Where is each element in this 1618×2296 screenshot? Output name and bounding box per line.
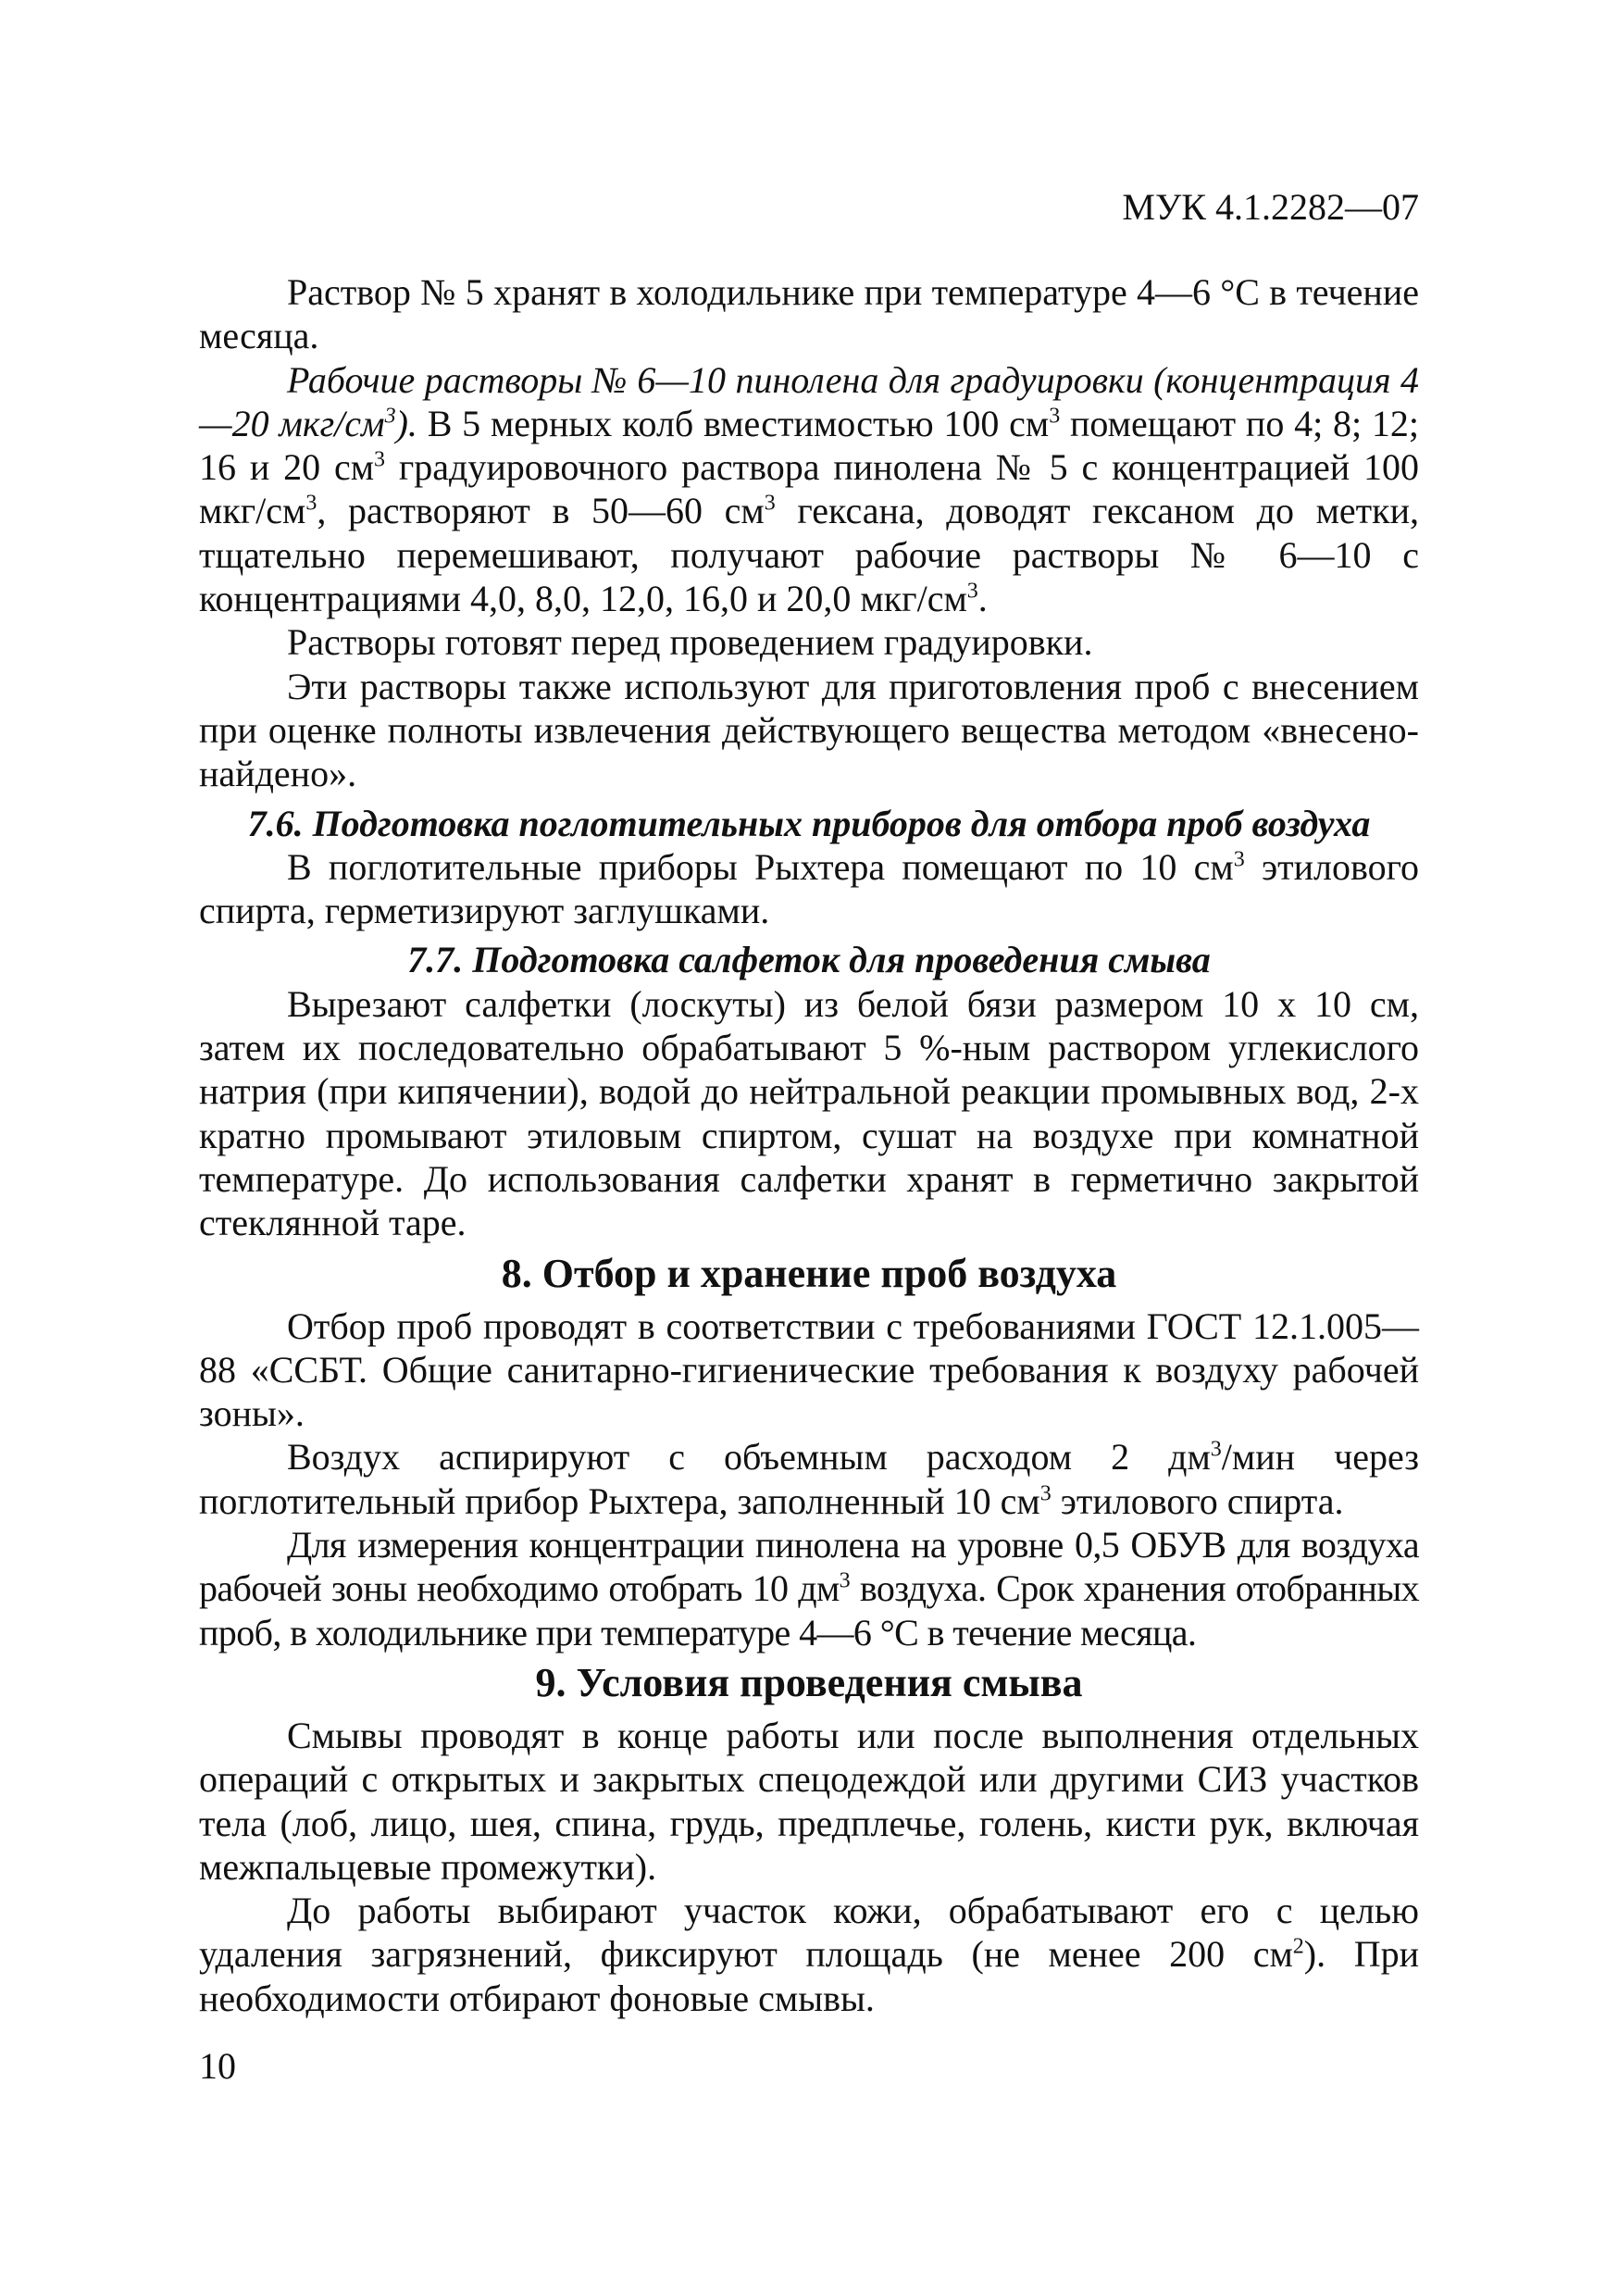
paragraph-wipes-preparation: Вырезают салфетки (лоскуты) из белой бязи размером 10 х 10 см, затем их последовательно обрабатывают 5 %-ным раствором углекислого натрия (при кипячении), водой до нейтральной реакции промывных вод, 2-х кратно промывают этиловым спиртом, сушат на воздухе при комнатной температуре. До использования салфетки хранят в герметично закрытой стеклянной таре. bbox=[199, 982, 1419, 1244]
paragraph-absorbers: В поглотительные приборы Рыхтера помещают по 10 $см^3$ этилового спирта, герметизируют заглушками. bbox=[199, 845, 1419, 932]
paragraph-working-solutions: Рабочие растворы № 6—10 пинолена для градуировки (концентрация 4—20 мкг/$см^3$). В 5 мерных колб вместимостью 100 $см^3$ помещают по 4; 8; 12; 16 и 20 $см^3$ градуировочного раствора пинолена № 5 с концентрацией 100 мкг/$см^3$, растворяют в 50—60 $см^3$ гексана, доводят гексаном до метки, тщательно перемешивают, получают рабочие растворы № 6—10 с концентрациями 4,0, 8,0, 12,0, 16,0 и 20,0 мкг/$см^3$. bbox=[199, 358, 1420, 620]
working-solutions-lead: Рабочие растворы № 6—10 пинолена для градуировки (концентрация 4—20 мкг/$см^3$). bbox=[199, 358, 1419, 444]
paragraph-solution-5-storage: Раствор № 5 хранят в холодильнике при температуре 4—6 °С в течение месяца. bbox=[199, 271, 1419, 357]
section-heading-7-6: 7.6. Подготовка поглотительных приборов для отбора проб воздуха bbox=[247, 802, 1371, 844]
paragraph-air-aspiration: Воздух аспирируют с объемным расходом 2 $дм^3$/мин через поглотительный прибор Рыхтера, заполненный 10 $см^3$ этилового спирта. bbox=[199, 1436, 1420, 1522]
paragraph-sample-volume: Для измерения концентрации пинолена на уровне 0,5 ОБУВ для воздуха рабочей зоны необходимо отобрать 10 $дм^3$ воздуха. Срок хранения отобранных проб, в холодильнике при температуре 4—6 °С в течение месяца. bbox=[199, 1524, 1420, 1653]
document-code: МУК 4.1.2282—07 bbox=[1122, 186, 1419, 228]
section-heading-8: 8. Отбор и хранение проб воздуха bbox=[501, 1250, 1117, 1296]
page-body bbox=[199, 270, 1419, 2020]
paragraph-skin-area: До работы выбирают участок кожи, обрабатывают его с целью удаления загрязнений, фиксируют площадь (не менее 200 $см^2$). При необходимости отбирают фоновые смывы. bbox=[199, 1890, 1419, 2019]
section-heading-7-7: 7.7. Подготовка салфеток для проведения смыва bbox=[407, 939, 1211, 981]
paragraph-wash-timing: Смывы проводят в конце работы или после выполнения отдельных операций с открытых и закрытых спецодеждой или другими СИЗ участков тела (лоб, лицо, шея, спина, грудь, предплечье, голень, кисти рук, включая межпальцевые промежутки). bbox=[199, 1714, 1419, 1888]
paragraph-sampling-gost: Отбор проб проводят в соответствии с требованиями ГОСТ 12.1.005—88 «ССБТ. Общие санитарно-гигиенические требования к воздуху рабочей зоны». bbox=[199, 1304, 1419, 1435]
paragraph-prepare-before: Растворы готовят перед проведением градуировки. bbox=[287, 621, 1093, 664]
section-heading-9: 9. Условия проведения смыва bbox=[535, 1659, 1083, 1705]
paragraph-recovery-use: Эти растворы также используют для приготовления проб с внесением при оценке полноты извлечения действующего вещества методом «внесено-найдено». bbox=[199, 665, 1419, 795]
page-number: 10 bbox=[199, 2045, 236, 2087]
